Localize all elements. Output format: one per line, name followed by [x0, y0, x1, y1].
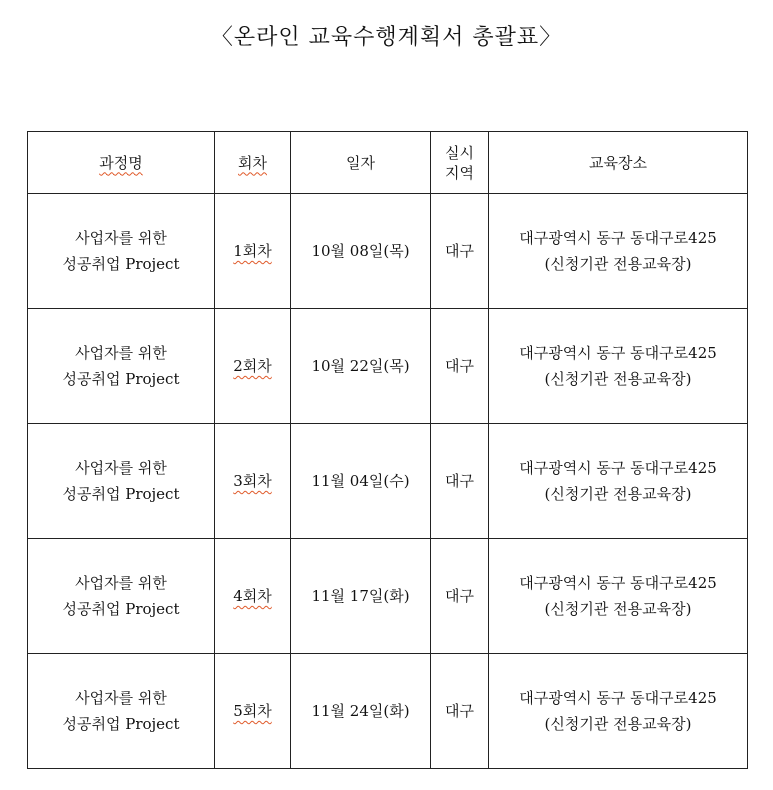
table-row [28, 194, 748, 309]
schedule-table [27, 131, 748, 769]
venue-line1: 대구광역시 동구 동대구로425 [519, 229, 717, 247]
table-row [28, 309, 748, 424]
course-line1: 사업자를 위한 [75, 229, 167, 247]
course-line2: 성공취업 Project [62, 255, 180, 273]
course-line2: 성공취업 Project [62, 600, 180, 618]
venue-line2: (신청기관 전용교육장) [544, 255, 692, 273]
course-cell [28, 424, 215, 539]
course-line1: 사업자를 위한 [75, 344, 167, 362]
course-cell [28, 309, 215, 424]
session-cell: 1회차 [215, 194, 291, 309]
course-line2: 성공취업 Project [62, 370, 180, 388]
venue-line1: 대구광역시 동구 동대구로425 [519, 344, 717, 362]
venue-line1: 대구광역시 동구 동대구로425 [519, 459, 717, 477]
course-line1: 사업자를 위한 [75, 574, 167, 592]
date-cell: 10월 08일(목) [291, 194, 431, 309]
header-region [431, 132, 489, 194]
venue-line1: 대구광역시 동구 동대구로425 [519, 574, 717, 592]
course-line1: 사업자를 위한 [75, 459, 167, 477]
course-line2: 성공취업 Project [62, 715, 180, 733]
date-cell: 11월 17일(화) [291, 539, 431, 654]
course-cell [28, 539, 215, 654]
region-cell: 대구 [431, 539, 489, 654]
session-cell: 2회차 [215, 309, 291, 424]
header-course: 과정명 [28, 132, 215, 194]
course-line1: 사업자를 위한 [75, 689, 167, 707]
region-cell: 대구 [431, 309, 489, 424]
venue-line1: 대구광역시 동구 동대구로425 [519, 689, 717, 707]
region-cell: 대구 [431, 654, 489, 769]
region-cell: 대구 [431, 424, 489, 539]
header-region-line1: 실시 [445, 143, 474, 162]
table-row [28, 539, 748, 654]
region-cell: 대구 [431, 194, 489, 309]
date-cell: 11월 04일(수) [291, 424, 431, 539]
header-row [28, 132, 748, 194]
table-row [28, 654, 748, 769]
venue-cell [489, 424, 748, 539]
session-cell: 4회차 [215, 539, 291, 654]
venue-cell [489, 194, 748, 309]
header-region-line2: 지역 [445, 163, 474, 182]
venue-cell [489, 539, 748, 654]
date-cell: 11월 24일(화) [291, 654, 431, 769]
header-venue: 교육장소 [489, 132, 748, 194]
session-cell: 3회차 [215, 424, 291, 539]
venue-line2: (신청기관 전용교육장) [544, 485, 692, 503]
document-title [0, 20, 773, 51]
header-session: 회차 [215, 132, 291, 194]
venue-cell [489, 309, 748, 424]
table-row [28, 424, 748, 539]
course-cell [28, 194, 215, 309]
venue-line2: (신청기관 전용교육장) [544, 715, 692, 733]
session-cell: 5회차 [215, 654, 291, 769]
venue-cell [489, 654, 748, 769]
document-title-text: 〈온라인 교육수행계획서 총괄표〉 [210, 25, 563, 50]
venue-line2: (신청기관 전용교육장) [544, 600, 692, 618]
course-cell [28, 654, 215, 769]
date-cell: 10월 22일(목) [291, 309, 431, 424]
venue-line2: (신청기관 전용교육장) [544, 370, 692, 388]
header-date: 일자 [291, 132, 431, 194]
course-line2: 성공취업 Project [62, 485, 180, 503]
